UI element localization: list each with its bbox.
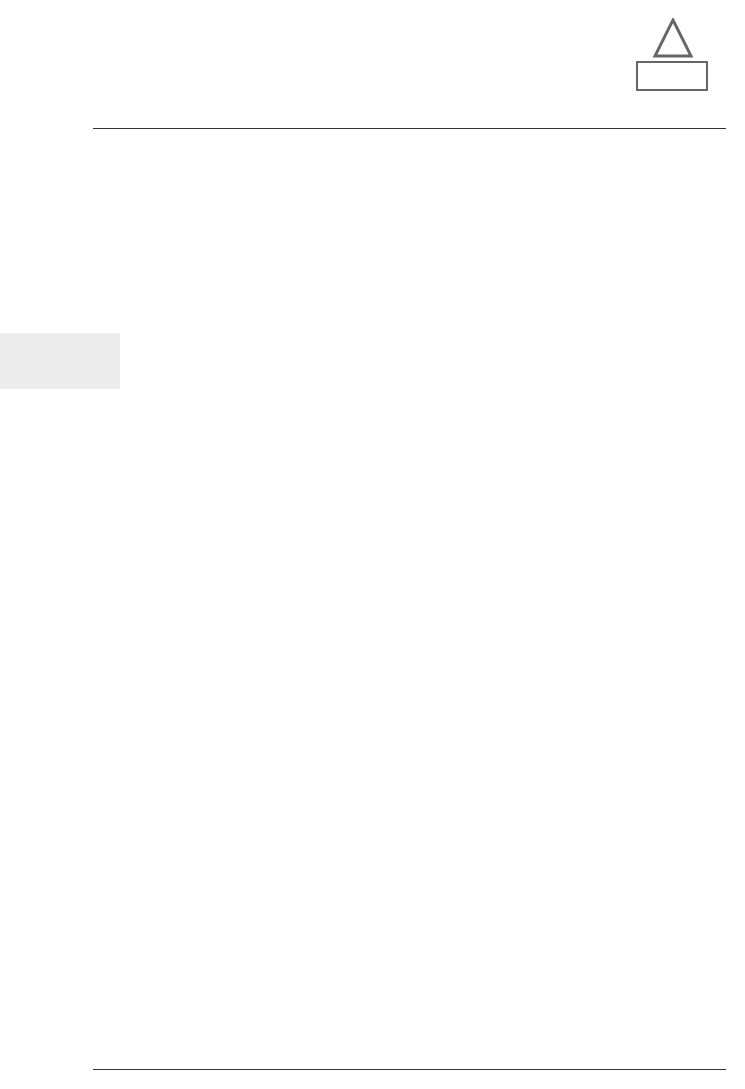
remark-k2c <box>95 259 721 275</box>
remark-t05 <box>95 867 721 883</box>
header-divider <box>93 128 726 129</box>
remark-t10 <box>95 1012 721 1028</box>
remark-r37 <box>95 563 721 579</box>
remark-nbf <box>95 515 721 531</box>
remark-s02 <box>95 627 721 643</box>
remark-t04 <box>95 819 721 835</box>
footer-divider <box>93 1069 726 1070</box>
remark-t00 <box>95 674 721 690</box>
remark-mhy <box>95 483 721 499</box>
tuv-logo-icon <box>633 18 713 108</box>
remark-t07 <box>95 964 721 980</box>
remark-kov <box>95 402 721 418</box>
remark-t06 <box>95 915 721 931</box>
remark-t02 <box>95 770 721 786</box>
remark-t01 <box>95 722 721 738</box>
remark-kmv <box>95 353 721 369</box>
remark-ms <box>95 451 721 467</box>
remark-k2b <box>95 162 721 178</box>
